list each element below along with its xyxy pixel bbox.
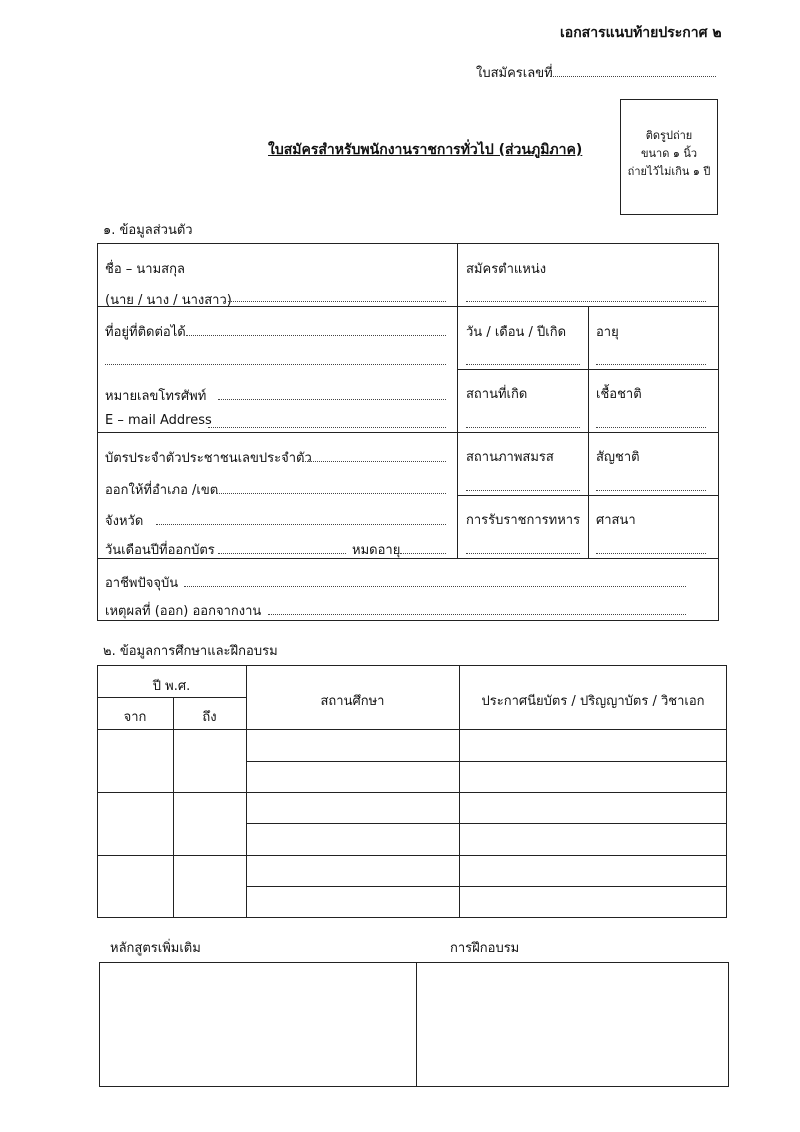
title-prefix-label: (นาย / นาง / นางสาว) xyxy=(105,293,232,308)
divider xyxy=(246,761,727,762)
section2-heading: ๒. ข้อมูลการศึกษาและฝึกอบรม xyxy=(103,644,278,659)
email-label: E – mail Address xyxy=(105,413,212,428)
form-title: ใบสมัครสำหรับพนักงานราชการทั่วไป (ส่วนภูมิภาค) xyxy=(268,142,583,158)
province-field[interactable] xyxy=(156,524,446,525)
address-field-1[interactable] xyxy=(186,335,446,336)
religion-label: ศาสนา xyxy=(596,513,636,528)
extra-courses-label: หลักสูตรเพิ่มเติม xyxy=(110,941,201,956)
expiry-field[interactable] xyxy=(400,553,446,554)
birthplace-label: สถานที่เกิด xyxy=(466,387,528,402)
application-number-field[interactable] xyxy=(550,76,716,77)
expiry-label: หมดอายุ xyxy=(352,543,401,558)
dob-field[interactable] xyxy=(466,364,580,365)
email-field[interactable] xyxy=(208,427,446,428)
name-field[interactable] xyxy=(228,301,446,302)
dob-label: วัน / เดือน / ปีเกิด xyxy=(466,325,567,340)
divider xyxy=(246,886,727,887)
photo-label-2: ขนาด ๑ นิ้ว xyxy=(640,147,698,160)
occupation-field[interactable] xyxy=(184,586,686,587)
issue-date-label: วันเดือนปีที่ออกบัตร xyxy=(105,543,215,558)
race-label: เชื้อชาติ xyxy=(596,387,642,402)
province-label: จังหวัด xyxy=(105,514,144,529)
year-header: ปี พ.ศ. xyxy=(152,679,191,694)
issue-date-field[interactable] xyxy=(218,553,346,554)
birthplace-field[interactable] xyxy=(466,427,580,428)
divider xyxy=(457,369,719,370)
address-field-2[interactable] xyxy=(105,364,446,365)
position-label: สมัครตำแหน่ง xyxy=(466,262,547,277)
nationality-field[interactable] xyxy=(596,490,706,491)
marital-label: สถานภาพสมรส xyxy=(466,450,554,465)
id-card-label: บัตรประจำตัวประชาชนเลขประจำตัว xyxy=(105,451,312,466)
leave-reason-field[interactable] xyxy=(268,614,686,615)
application-number-label: ใบสมัครเลขที่ xyxy=(476,66,553,81)
annex-label: เอกสารแนบท้ายประกาศ ๒ xyxy=(560,25,722,41)
photo-label-3: ถ่ายไว้ไม่เกิน ๑ ปี xyxy=(627,165,711,178)
divider xyxy=(173,697,174,918)
age-field[interactable] xyxy=(596,364,706,365)
address-label: ที่อยู่ที่ติดต่อได้ xyxy=(105,325,186,340)
id-card-field[interactable] xyxy=(302,461,446,462)
nationality-label: สัญชาติ xyxy=(596,450,640,465)
institution-header: สถานศึกษา xyxy=(320,694,385,709)
degree-header: ประกาศนียบัตร / ปริญญาบัตร / วิชาเอก xyxy=(481,694,705,709)
divider xyxy=(97,432,719,433)
name-label: ชื่อ – นามสกุล xyxy=(105,262,185,277)
divider xyxy=(97,792,727,793)
to-header: ถึง xyxy=(202,710,217,725)
issued-at-field[interactable] xyxy=(216,493,446,494)
age-label: อายุ xyxy=(596,325,619,340)
section1-heading: ๑. ข้อมูลส่วนตัว xyxy=(103,223,193,238)
divider xyxy=(457,495,719,496)
issued-at-label: ออกให้ที่อำเภอ /เขต xyxy=(105,483,219,498)
religion-field[interactable] xyxy=(596,553,706,554)
position-field[interactable] xyxy=(466,301,706,302)
divider xyxy=(457,243,458,558)
divider xyxy=(97,855,727,856)
divider xyxy=(97,697,246,698)
phone-field[interactable] xyxy=(218,399,446,400)
photo-box xyxy=(620,99,718,215)
occupation-label: อาชีพปัจจุบัน xyxy=(105,576,179,591)
phone-label: หมายเลขโทรศัพท์ xyxy=(105,389,207,404)
photo-label-1: ติดรูปถ่าย xyxy=(645,129,693,142)
marital-field[interactable] xyxy=(466,490,580,491)
divider xyxy=(97,729,727,730)
from-header: จาก xyxy=(123,710,147,725)
extra-courses-field[interactable] xyxy=(100,963,415,1086)
race-field[interactable] xyxy=(596,427,706,428)
military-label: การรับราชการทหาร xyxy=(466,513,581,528)
training-label: การฝึกอบรม xyxy=(450,941,520,956)
divider xyxy=(246,823,727,824)
training-field[interactable] xyxy=(417,963,728,1086)
military-field[interactable] xyxy=(466,553,580,554)
leave-reason-label: เหตุผลที่ (ออก) ออกจากงาน xyxy=(105,604,262,619)
